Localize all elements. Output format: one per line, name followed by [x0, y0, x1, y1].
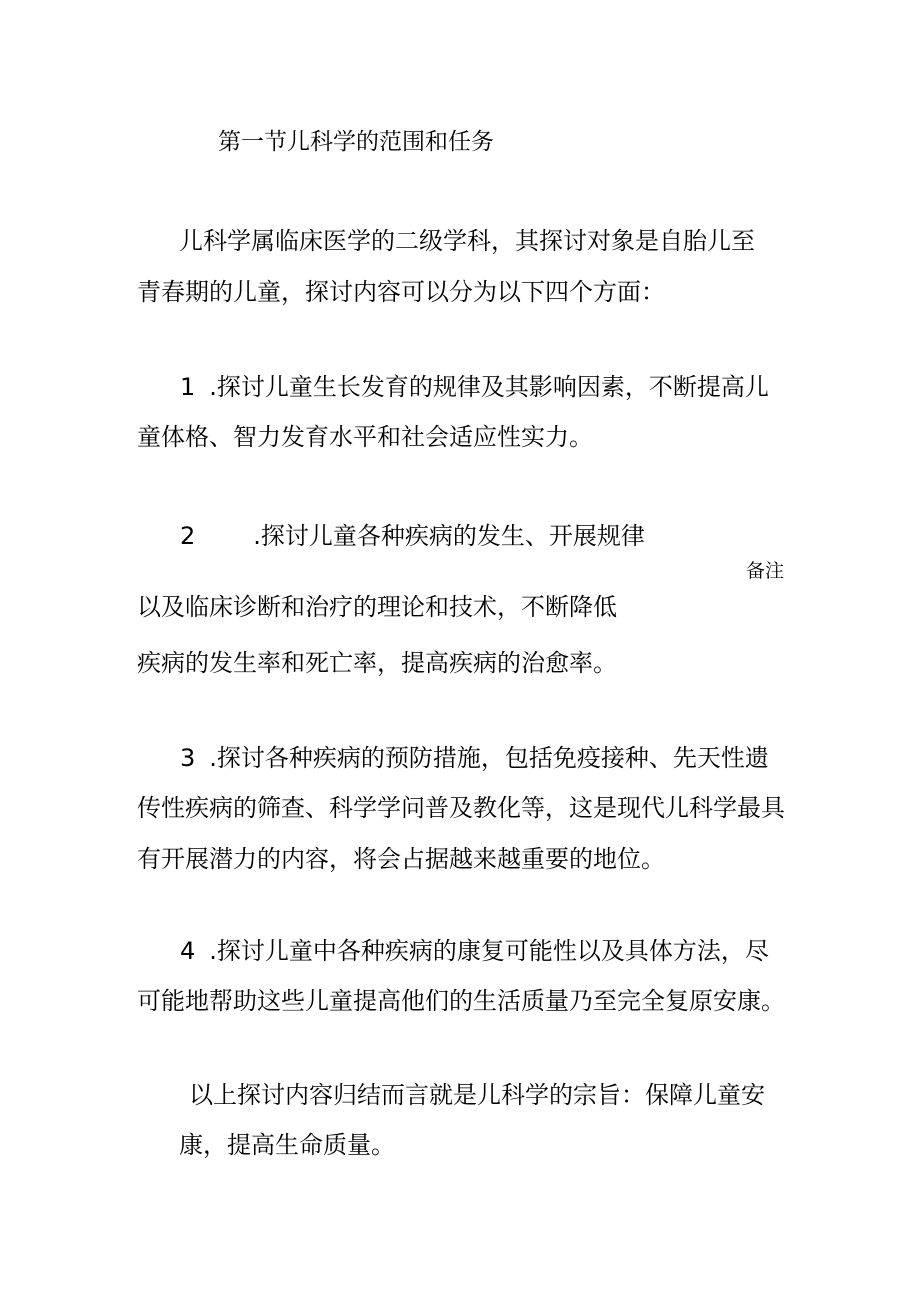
- item-1-first-line: [180, 371, 769, 403]
- item-2-text-1: .探讨儿童各种疾病的发生、开展规律: [253, 522, 645, 550]
- item-1-text-2: 童体格、智力发育水平和社会适应性实力。: [137, 423, 593, 451]
- item-1-text-1: .探讨儿童生长发育的规律及其影响因素，不断提高儿: [209, 373, 769, 401]
- item-4-text-1: .探讨儿童中各种疾病的康复可能性以及具体方法，尽: [209, 937, 769, 965]
- item-3-first-line: [180, 742, 769, 774]
- item-2-number: 2: [180, 522, 196, 550]
- item-2-text-2: 以及临床诊断和治疗的理论和技术，不断降低: [137, 593, 617, 621]
- item-3-text-1: .探讨各种疾病的预防措施，包括免疫接种、先天性遗: [209, 744, 769, 772]
- intro-line-1: 儿科学属临床医学的二级学科，其探讨对象是自胎儿至: [179, 227, 755, 255]
- page-title: 第一节儿科学的范围和任务: [218, 129, 494, 155]
- item-3-text-2: 传性疾病的筛查、科学学问普及教化等，这是现代儿科学最具: [137, 794, 785, 822]
- item-1-number: 1: [180, 373, 196, 401]
- conclusion-line-1: 以上探讨内容归结而言就是儿科学的宗旨：保障儿童安: [189, 1081, 765, 1109]
- item-4-number: 4: [180, 937, 196, 965]
- item-2-text-3: 疾病的发生率和死亡率，提高疾病的治愈率。: [137, 649, 617, 677]
- item-3-number: 3: [180, 744, 196, 772]
- intro-line-2: 青春期的儿童，探讨内容可以分为以下四个方面：: [137, 278, 665, 306]
- conclusion-line-2: 康，提高生命质量。: [179, 1131, 395, 1159]
- item-4-text-2: 可能地帮助这些儿童提高他们的生活质量乃至完全复原安康。: [137, 987, 785, 1015]
- item-3-text-3: 有开展潜力的内容，将会占据越来越重要的地位。: [137, 845, 665, 873]
- item-2-first-line: [180, 520, 645, 552]
- item-4-first-line: [180, 935, 769, 967]
- margin-note: 备注: [746, 560, 785, 582]
